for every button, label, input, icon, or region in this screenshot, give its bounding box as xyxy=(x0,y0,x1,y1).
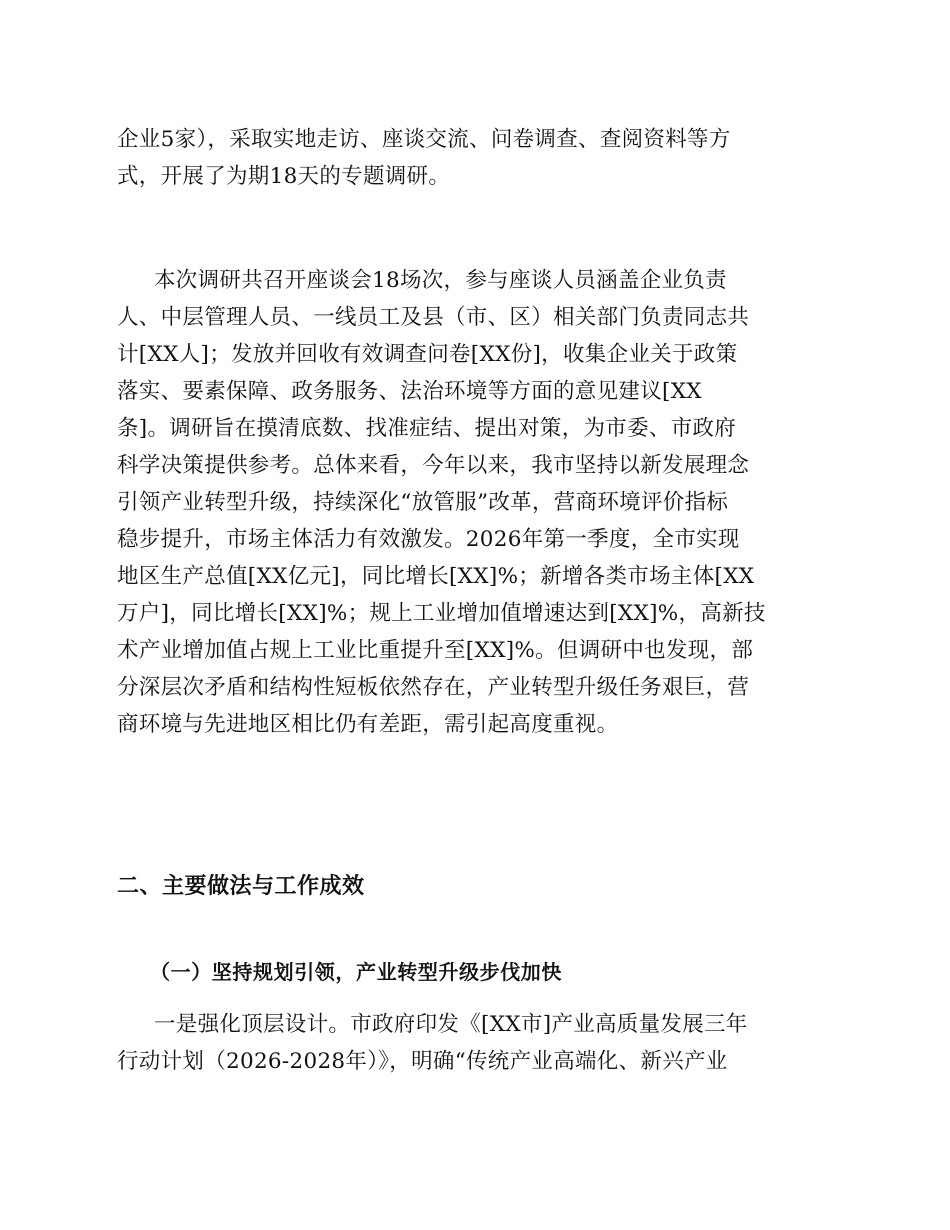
text-line: 计[XX人]；发放并回收有效调查问卷[XX份]，收集企业关于政策 xyxy=(117,342,738,367)
text-line: 引领产业转型升级，持续深化“放管服”改革，营商环境评价指标 xyxy=(117,490,729,515)
paragraph-overview xyxy=(117,262,833,743)
text-line: 企业5家），采取实地走访、座谈交流、问卷调查、查阅资料等方 xyxy=(117,127,731,152)
text-line: 条]。调研旨在摸清底数、找准症结、提出对策，为市委、市政府 xyxy=(117,416,737,441)
text-line: 人、中层管理人员、一线员工及县（市、区）相关部门负责同志共 xyxy=(117,305,750,330)
text-line: 式，开展了为期18天的专题调研。 xyxy=(117,164,451,189)
text-line: 科学决策提供参考。总体来看，今年以来，我市坚持以新发展理念 xyxy=(117,453,750,478)
text-line: 落实、要素保障、政务服务、法治环境等方面的意见建议[XX xyxy=(117,379,702,404)
section-heading: 二、主要做法与工作成效 xyxy=(117,874,365,899)
text-line: 一是强化顶层设计。市政府印发《[XX市]产业高质量发展三年 xyxy=(154,1012,748,1037)
text-line: 万户]，同比增长[XX]%；规上工业增加值增速达到[XX]%，高新技 xyxy=(117,601,766,626)
text-line: 地区生产总值[XX亿元]，同比增长[XX]%；新增各类市场主体[XX xyxy=(117,564,755,589)
paragraph-methods xyxy=(117,121,833,195)
subsection-heading: （一）坚持规划引领，产业转型升级步伐加快 xyxy=(150,960,562,984)
text-line: 行动计划（2026-2028年）》，明确“传统产业高端化、新兴产业 xyxy=(117,1049,728,1074)
text-line: 术产业增加值占规上工业比重提升至[XX]%。但调研中也发现，部 xyxy=(117,638,754,663)
paragraph-measures xyxy=(117,1006,833,1080)
text-line: 商环境与先进地区相比仍有差距，需引起高度重视。 xyxy=(117,712,619,737)
text-line: 分深层次矛盾和结构性短板依然存在，产业转型升级任务艰巨，营 xyxy=(117,675,750,700)
text-line: 本次调研共召开座谈会18场次，参与座谈人员涵盖企业负责 xyxy=(154,268,727,293)
text-line: 稳步提升，市场主体活力有效激发。2026年第一季度，全市实现 xyxy=(117,527,740,552)
